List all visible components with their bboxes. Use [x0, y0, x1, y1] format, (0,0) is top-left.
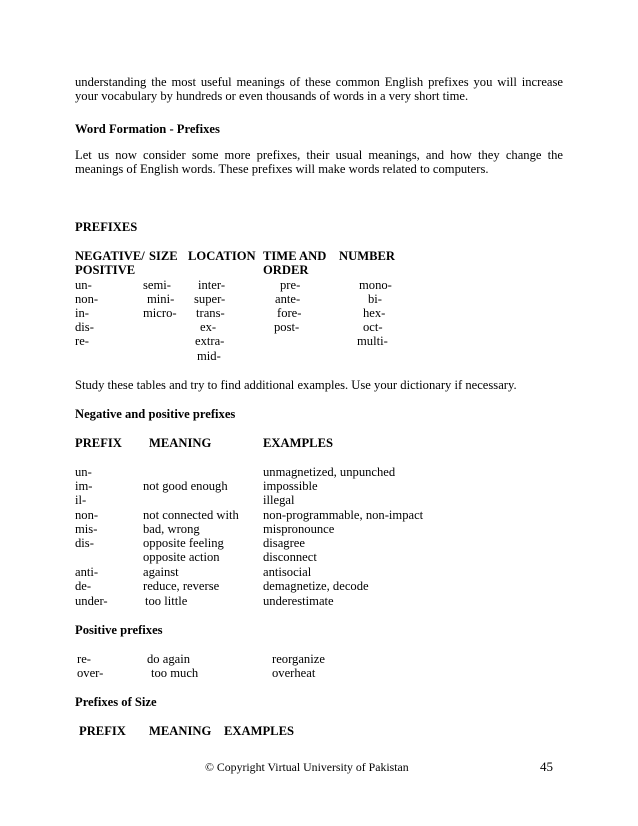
col-header-prefix: PREFIX: [79, 724, 126, 738]
examples-cell: reorganize: [272, 652, 325, 666]
negpos-cell: non-: [75, 292, 99, 306]
positive-prefixes-heading: Positive prefixes: [75, 623, 163, 637]
copyright-notice: © Copyright Virtual University of Pakistan: [205, 760, 409, 774]
size-cell: micro-: [143, 306, 177, 320]
prefix-cell: mis-: [75, 522, 98, 536]
page-number: 45: [540, 759, 553, 774]
location-cell: trans-: [196, 306, 225, 320]
location-cell: super-: [194, 292, 226, 306]
time-order-cell: ante-: [275, 292, 301, 306]
location-cell: inter-: [198, 278, 226, 292]
header-time-and: TIME AND: [263, 249, 327, 263]
negative-positive-heading: Negative and positive prefixes: [75, 407, 236, 421]
meaning-cell: opposite feeling: [143, 536, 224, 550]
intro-line-1: understanding the most useful meanings of these common English prefixes you will increase: [75, 75, 563, 89]
meaning-cell: opposite action: [143, 550, 220, 564]
examples-cell: disconnect: [263, 550, 317, 564]
time-order-cell: fore-: [277, 306, 302, 320]
col-header-examples: EXAMPLES: [224, 724, 294, 738]
examples-cell: demagnetize, decode: [263, 579, 369, 593]
prefixes-heading: PREFIXES: [75, 220, 138, 234]
size-prefixes-heading: Prefixes of Size: [75, 695, 157, 709]
prefix-cell: non-: [75, 508, 99, 522]
prefix-cell: un-: [75, 465, 92, 479]
prefix-cell: anti-: [75, 565, 99, 579]
header-order: ORDER: [263, 263, 309, 277]
size-cell: mini-: [147, 292, 175, 306]
examples-cell: overheat: [272, 666, 316, 680]
examples-cell: underestimate: [263, 594, 334, 608]
word-formation-heading: Word Formation - Prefixes: [75, 122, 220, 136]
examples-cell: impossible: [263, 479, 318, 493]
number-cell: multi-: [357, 334, 388, 348]
negpos-cell: dis-: [75, 320, 94, 334]
page-footer: [0, 760, 638, 776]
examples-cell: disagree: [263, 536, 305, 550]
location-cell: mid-: [197, 349, 221, 363]
header-size: SIZE: [149, 249, 178, 263]
number-cell: oct-: [363, 320, 383, 334]
meaning-cell: not connected with: [143, 508, 239, 522]
meaning-cell: not good enough: [143, 479, 228, 493]
number-cell: mono-: [359, 278, 392, 292]
col-header-prefix: PREFIX: [75, 436, 122, 450]
study-text: Study these tables and try to find additional examples. Use your dictionary if necessary.: [75, 378, 517, 392]
examples-cell: mispronounce: [263, 522, 335, 536]
col-header-meaning: MEANING: [149, 436, 212, 450]
prefix-cell: il-: [75, 493, 87, 507]
negpos-cell: in-: [75, 306, 89, 320]
time-order-cell: pre-: [280, 278, 301, 292]
location-cell: extra-: [195, 334, 225, 348]
negpos-cell: re-: [75, 334, 89, 348]
col-header-meaning: MEANING: [149, 724, 212, 738]
meaning-cell: too little: [145, 594, 188, 608]
prefix-cell: re-: [77, 652, 91, 666]
meaning-cell: bad, wrong: [143, 522, 200, 536]
prefix-cell: im-: [75, 479, 93, 493]
examples-cell: antisocial: [263, 565, 312, 579]
meaning-cell: do again: [147, 652, 191, 666]
location-cell: ex-: [200, 320, 217, 334]
examples-cell: unmagnetized, unpunched: [263, 465, 396, 479]
number-cell: bi-: [368, 292, 382, 306]
prefix-cell: de-: [75, 579, 92, 593]
prefix-cell: over-: [77, 666, 104, 680]
consider-line-2: meanings of English words. These prefixes will make words related to computers.: [75, 162, 489, 177]
time-order-cell: post-: [274, 320, 300, 334]
header-negative: NEGATIVE/: [75, 249, 145, 263]
intro-paragraph: [75, 75, 563, 104]
size-cell: semi-: [143, 278, 171, 292]
intro-line-2: your vocabulary by hundreds or even thousands of words in a very short time.: [75, 89, 469, 104]
negpos-cell: un-: [75, 278, 92, 292]
prefix-cell: under-: [75, 594, 108, 608]
meaning-cell: against: [143, 565, 179, 579]
header-positive: POSITIVE: [75, 263, 136, 277]
header-number: NUMBER: [339, 249, 395, 263]
col-header-examples: EXAMPLES: [263, 436, 333, 450]
meaning-cell: reduce, reverse: [143, 579, 220, 593]
examples-cell: non-programmable, non-impact: [263, 508, 424, 522]
consider-line-1: Let us now consider some more prefixes, their usual meanings, and how they change the: [75, 148, 563, 162]
prefix-cell: dis-: [75, 536, 94, 550]
number-cell: hex-: [363, 306, 386, 320]
consider-paragraph: [75, 148, 563, 177]
examples-cell: illegal: [263, 493, 295, 507]
meaning-cell: too much: [151, 666, 199, 680]
header-location: LOCATION: [188, 249, 256, 263]
